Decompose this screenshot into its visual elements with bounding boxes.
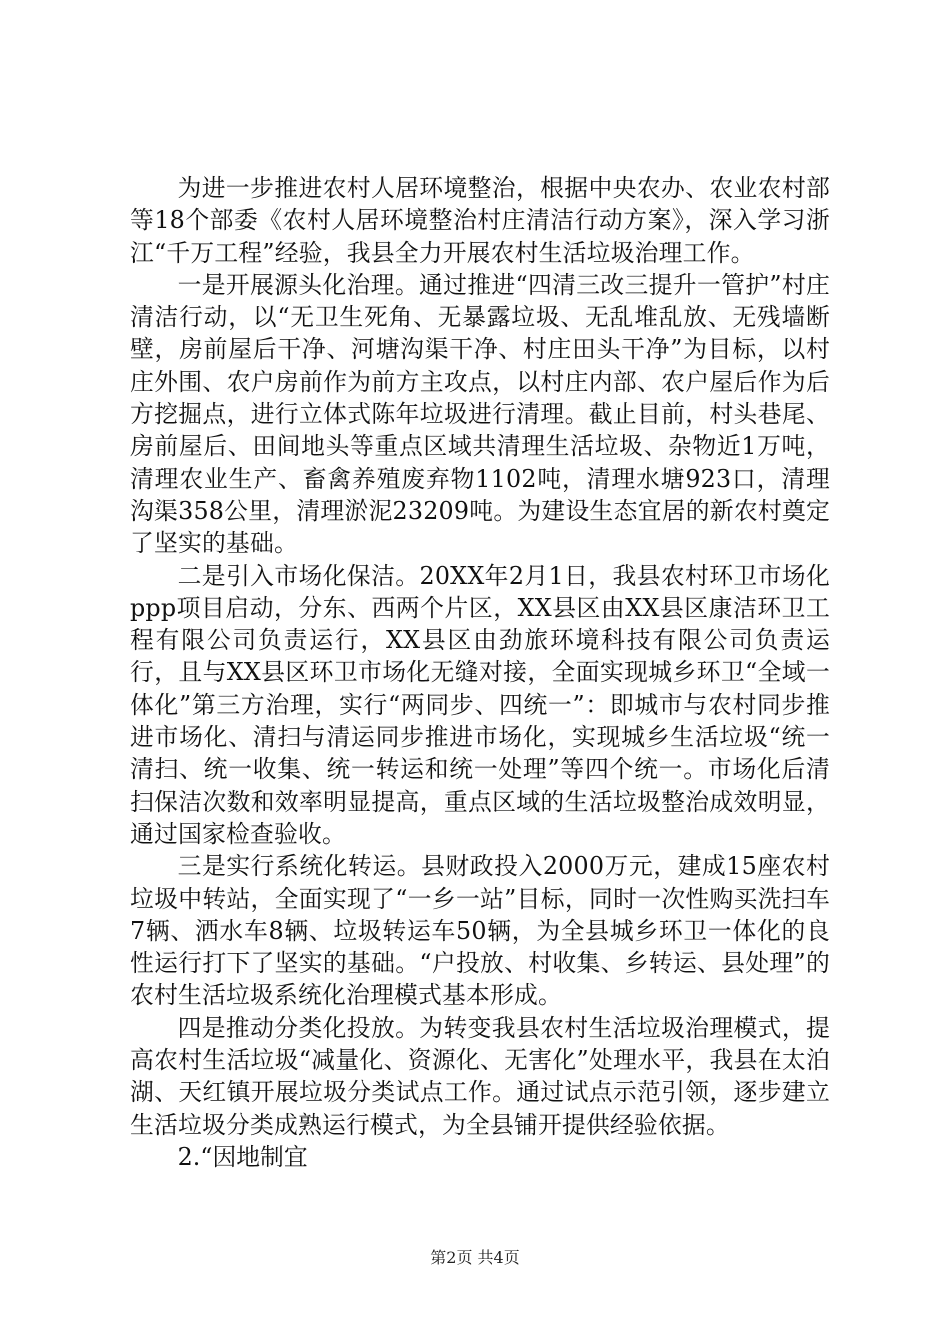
page-number-footer: 第2页 共4页 bbox=[430, 1248, 520, 1267]
subsection-heading: 2.“因地制宜 bbox=[177, 1142, 308, 1171]
intro-paragraph: 为进一步推进农村人居环境整治，根据中央农办、农业农村部等18个部委《农村人居环境整治村庄清洁行动方案》，深入学习浙江“千万工程”经验，我县全力开展农村生活垃圾治理工作。 bbox=[130, 174, 830, 267]
document-body bbox=[130, 172, 830, 1173]
section-system-transfer: 三是实行系统化转运。县财政投入2000万元，建成15座农村垃圾中转站，全面实现了“一乡一站”目标，同时一次性购买洗扫车7辆、洒水车8辆、垃圾转运车50辆，为全县城乡环卫一体化的良性运行打下了坚实的基础。“户投放、村收集、乡转运、县处理”的农村生活垃圾系统化治理模式基本形成。 bbox=[130, 852, 830, 1010]
section-market-cleaning: 二是引入市场化保洁。20XX年2月1日，我县农村环卫市场化ppp项目启动，分东、西两个片区，XX县区由XX县区康洁环卫工程有限公司负责运行，XX县区由劲旅环境科技有限公司负责运行，且与XX县区环卫市场化无缝对接，全面实现城乡环卫“全域一体化”第三方治理，实行“两同步、四统一”：即城市与农村同步推进市场化、清扫与清运同步推进市场化，实现城乡生活垃圾“统一清扫、统一收集、统一转运和统一处理”等四个统一。市场化后清扫保洁次数和效率明显提高，重点区域的生活垃圾整治成效明显，通过国家检查验收。 bbox=[130, 561, 830, 848]
section-source-treatment: 一是开展源头化治理。通过推进“四清三改三提升一管护”村庄清洁行动，以“无卫生死角、无暴露垃圾、无乱堆乱放、无残墙断壁，房前屋后干净、河塘沟渠干净、村庄田头干净”为目标，以村庄外围、农户房前作为前方主攻点，以村庄内部、农户屋后作为后方挖掘点，进行立体式陈年垃圾进行清理。截止目前，村头巷尾、房前屋后、田间地头等重点区域共清理生活垃圾、杂物近1万吨，清理农业生产、畜禽养殖废弃物1102吨，清理水塘923口，清理沟渠358公里，清理淤泥23209吨。为建设生态宜居的新农村奠定了坚实的基础。 bbox=[130, 270, 830, 558]
section-classified-disposal: 四是推动分类化投放。为转变我县农村生活垃圾治理模式，提高农村生活垃圾“减量化、资源化、无害化”处理水平，我县在太泊湖、天红镇开展垃圾分类试点工作。通过试点示范引领，逐步建立生活垃圾分类成熟运行模式，为全县铺开提供经验依据。 bbox=[130, 1013, 830, 1139]
